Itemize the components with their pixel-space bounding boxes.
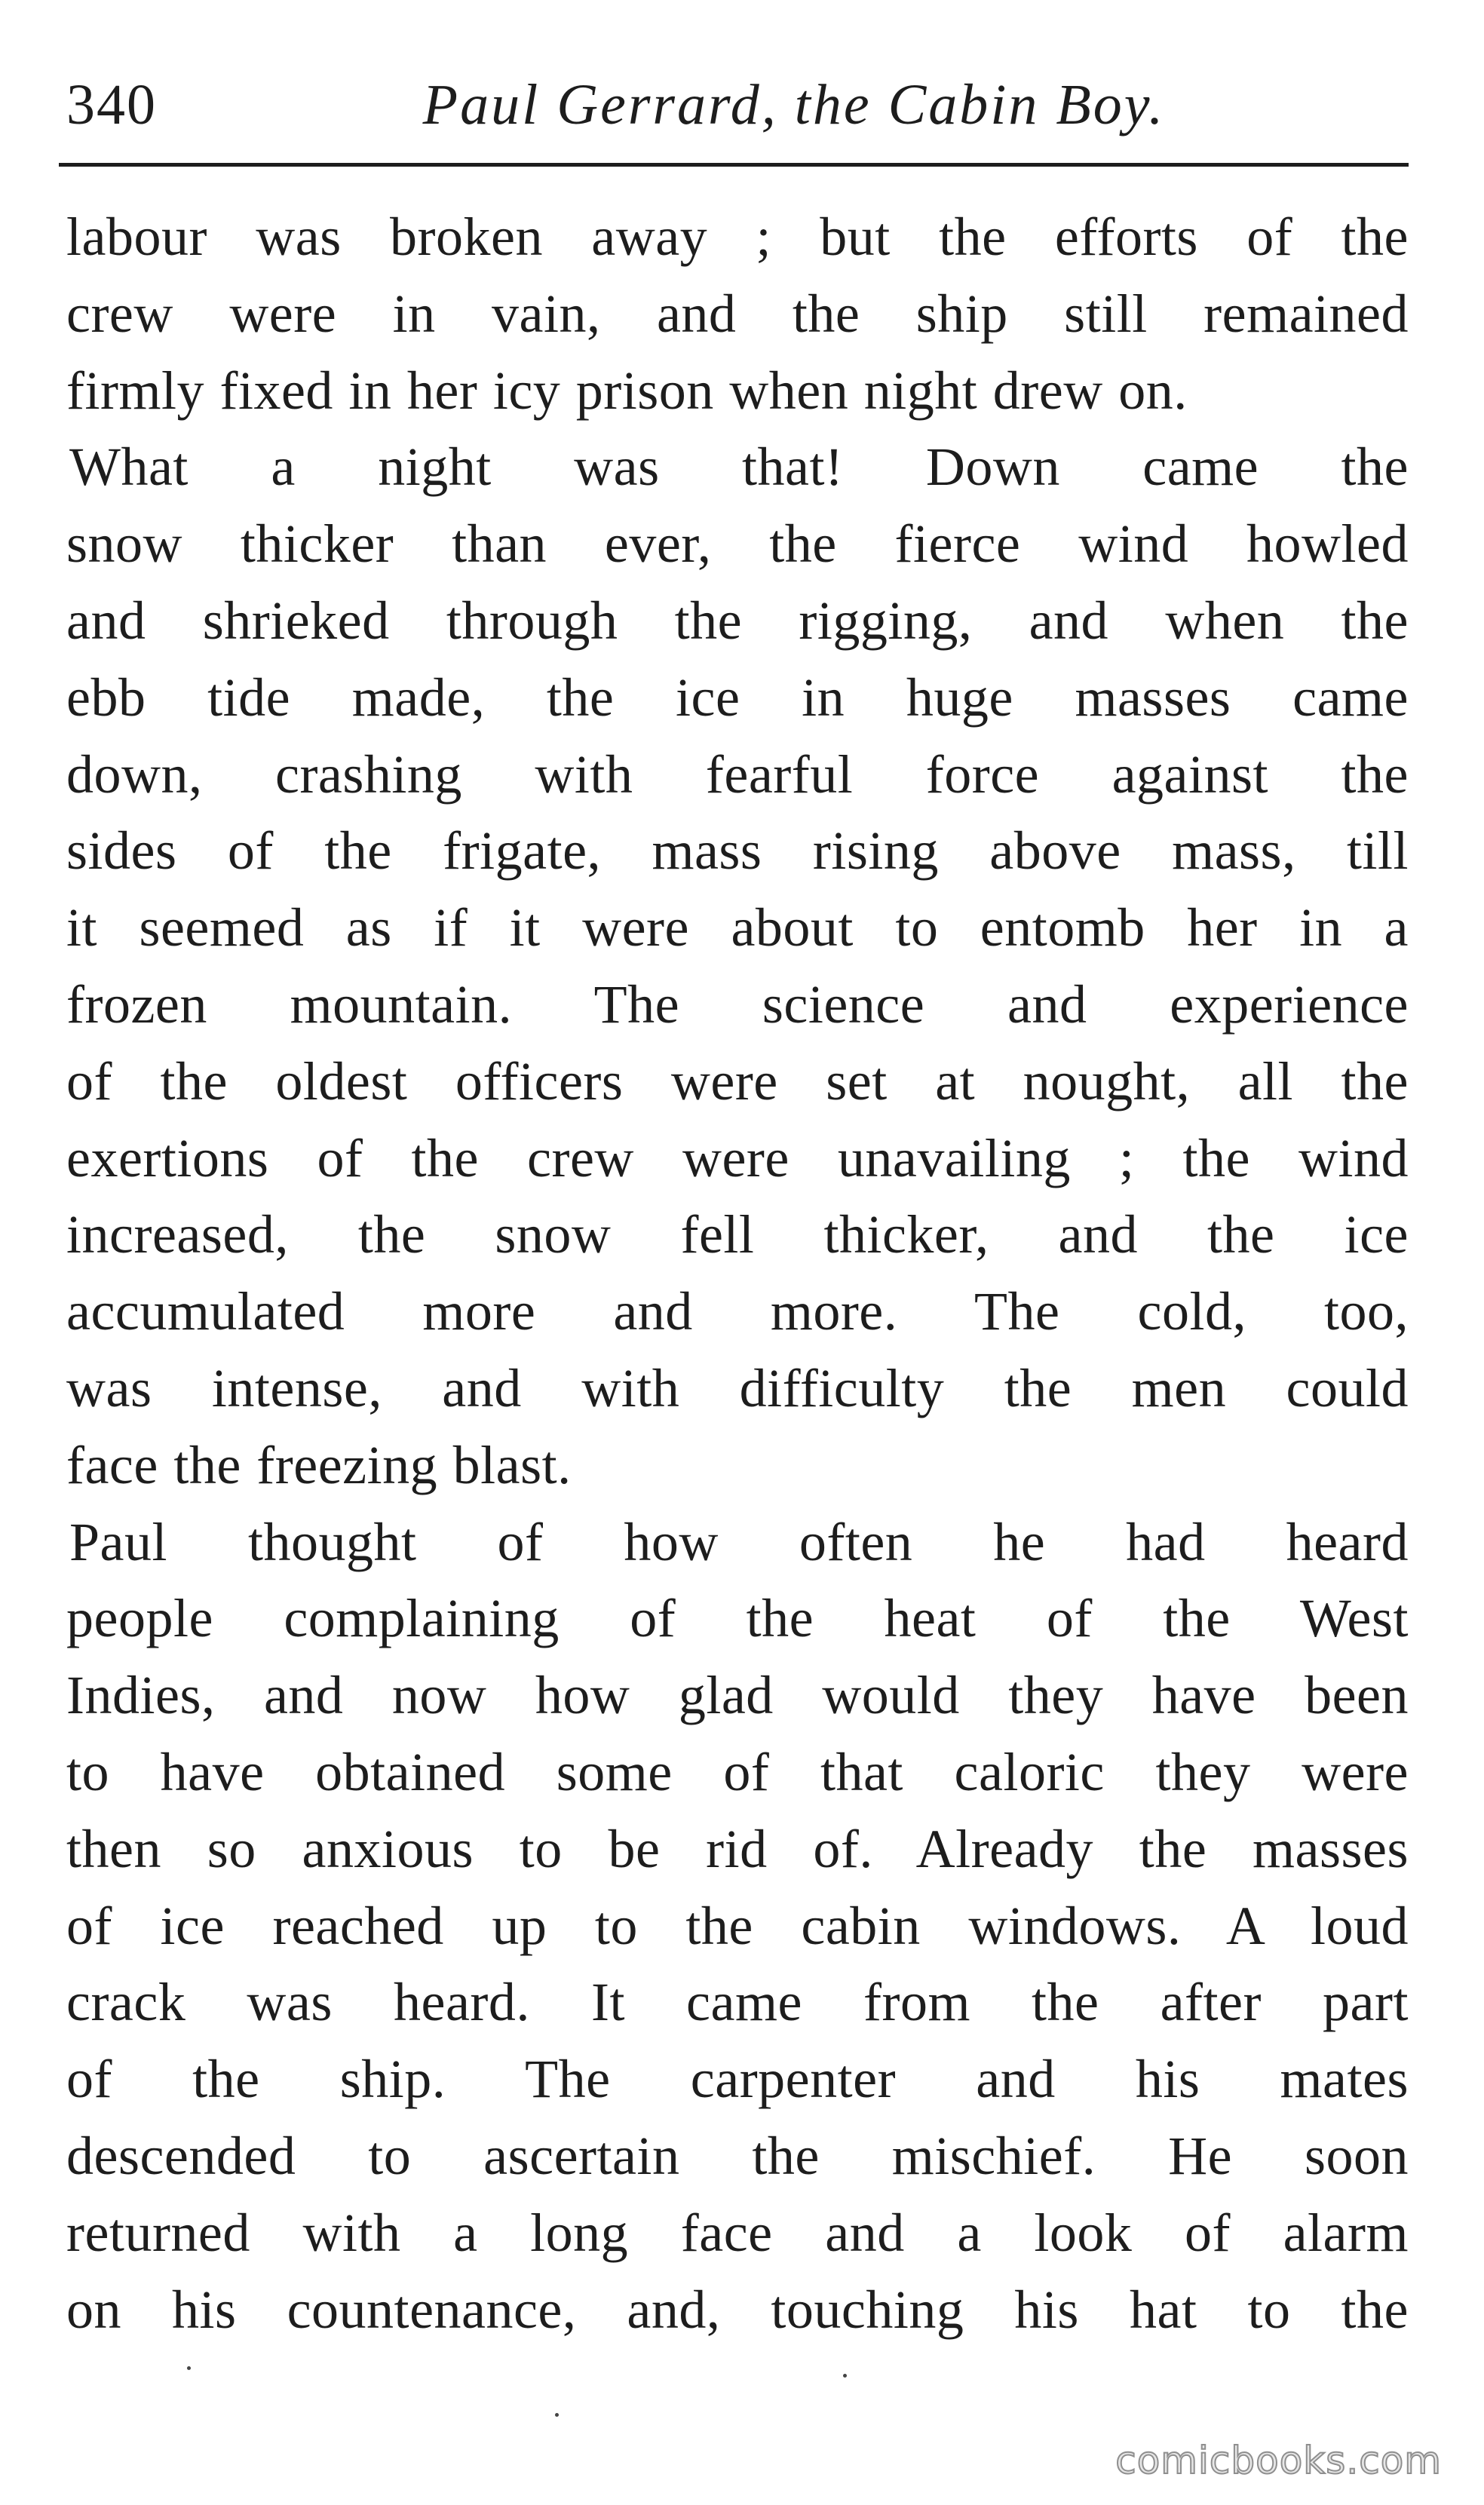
print-speck [187, 2366, 191, 2370]
text-line: returned with a long face and a look of alarm [66, 2202, 1409, 2263]
page-number: 340 [66, 73, 157, 136]
text-line: and shrieked through the rigging, and when the [66, 590, 1409, 651]
text-line: of the ship. The carpenter and his mates [66, 2049, 1409, 2110]
text-line: crack was heard. It came from the after part [66, 1972, 1409, 2033]
text-line: it seemed as if it were about to entomb her in a [66, 897, 1409, 958]
text-line: descended to ascertain the mischief. He soon [66, 2125, 1409, 2186]
running-title: Paul Gerrard, the Cabin Boy. [422, 73, 1166, 136]
print-speck [843, 2374, 847, 2378]
running-head [66, 63, 1409, 146]
watermark: comicbooks.com [1115, 2439, 1442, 2482]
text-line: sides of the frigate, mass rising above mass, till [66, 820, 1409, 882]
text-line: snow thicker than ever, the fierce wind howled [66, 514, 1409, 575]
text-line: people complaining of the heat of the West [66, 1588, 1409, 1649]
text-line: accumulated more and more. The cold, too, [66, 1281, 1409, 1342]
print-speck [555, 2413, 559, 2417]
text-line: was intense, and with difficulty the men could [66, 1357, 1409, 1418]
text-line: crew were in vain, and the ship still remained [66, 283, 1409, 344]
text-line: Indies, and now how glad would they have been [66, 1665, 1409, 1726]
body-text [66, 199, 1409, 2348]
text-line: ebb tide made, the ice in huge masses came [66, 667, 1409, 728]
text-line: labour was broken away ; but the efforts of the [66, 207, 1409, 267]
text-line: of the oldest officers were set at nought, all the [66, 1050, 1409, 1111]
text-line: down, crashing with fearful force against the [66, 744, 1409, 805]
text-line: frozen mountain. The science and experience [66, 973, 1409, 1035]
text-line: What a night was that! Down came the [69, 437, 1409, 498]
text-line: to have obtained some of that caloric they were [66, 1741, 1409, 1802]
text-line: on his countenance, and, touching his hat to the [66, 2279, 1409, 2340]
text-line: Paul thought of how often he had heard [69, 1511, 1409, 1572]
text-line: increased, the snow fell thicker, and the ice [66, 1204, 1409, 1265]
text-line: face the freezing blast. [66, 1434, 572, 1495]
text-line: of ice reached up to the cabin windows. A loud [66, 1895, 1409, 1956]
text-line: exertions of the crew were unavailing ; the wind [66, 1127, 1409, 1188]
header-rule [59, 163, 1409, 167]
text-line: then so anxious to be rid of. Already the masses [66, 1818, 1409, 1879]
text-line: firmly fixed in her icy prison when night drew on. [66, 360, 1188, 421]
